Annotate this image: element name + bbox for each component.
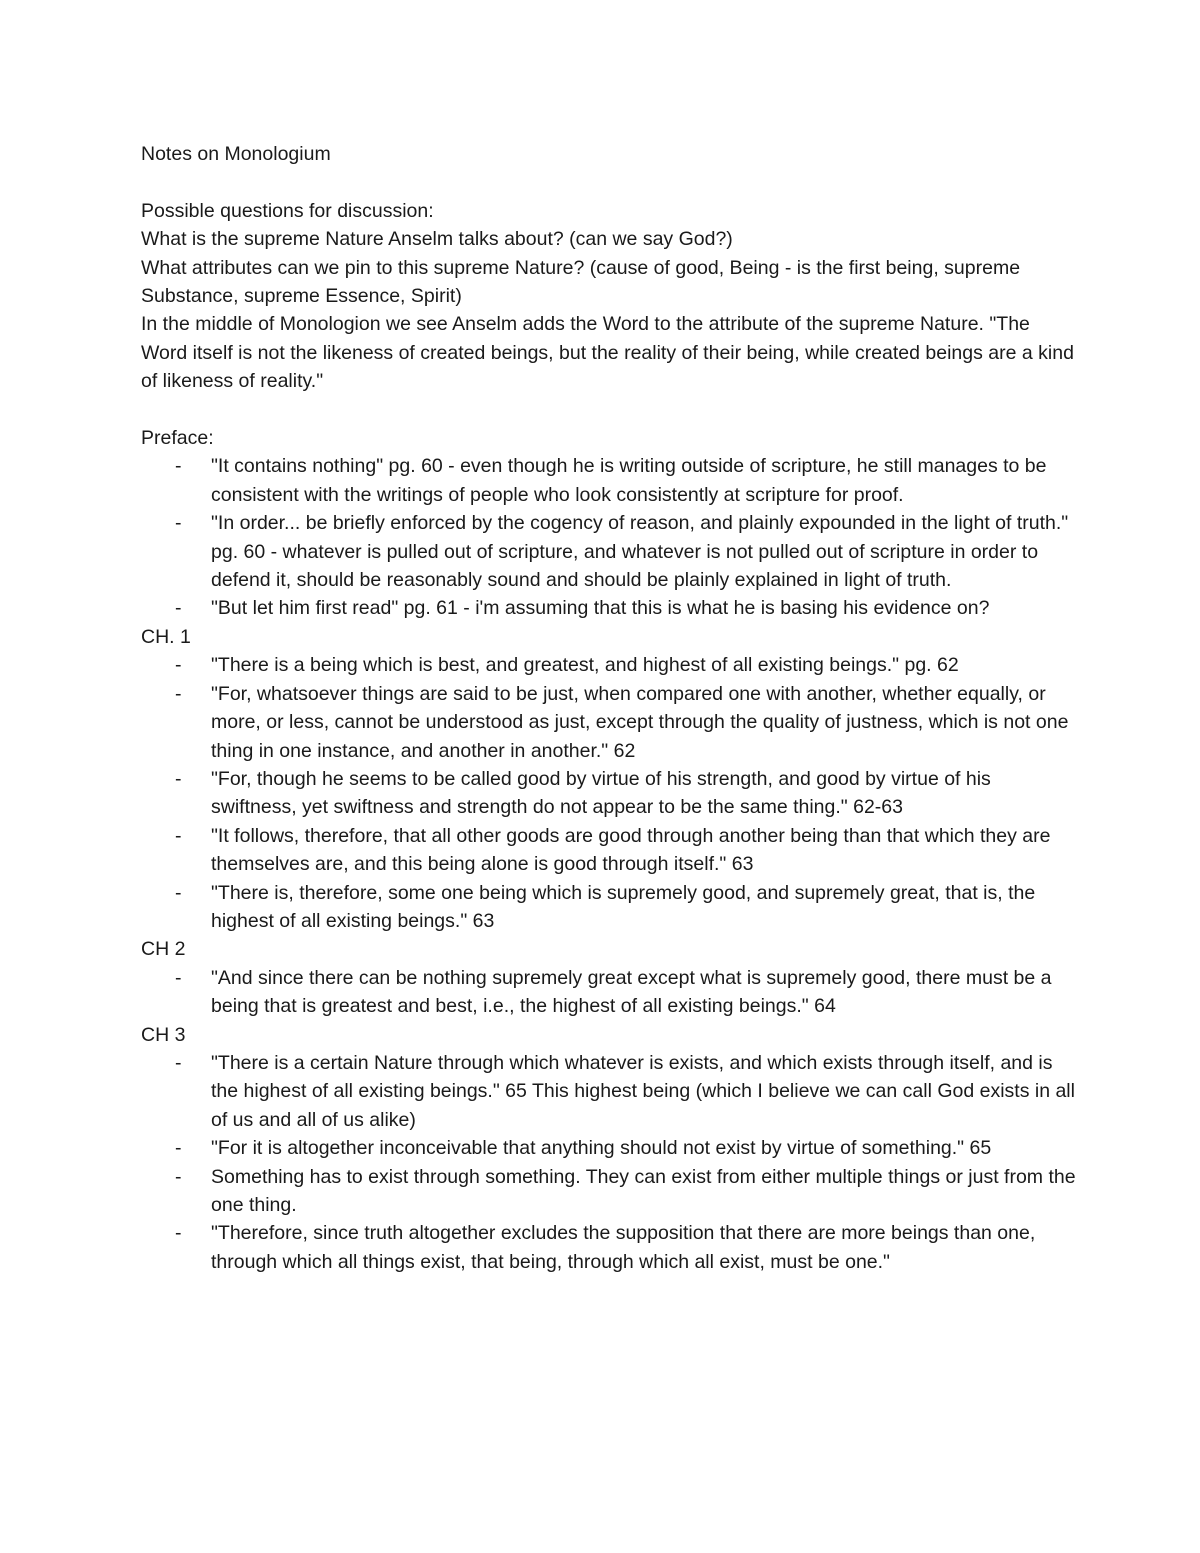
bullet-item [141,1163,1081,1220]
bullet-text: "There is a certain Nature through which whatever is exists, and which exists through itself, and is the highest of all existing beings." 65 This highest being (which I believe we can call God exists in all of us and all of us alike) [211,1051,1075,1131]
bullet-item [141,964,1081,1021]
bullet-text: "In order... be briefly enforced by the cogency of reason, and plainly expounded in the light of truth." pg. 60 - whatever is pulled out of scripture, and whatever is not pulled out of scripture in order to defend it, should be reasonably sound and should be plainly explained in light of truth. [211,512,1069,592]
bullet-list-preface [141,452,1081,622]
bullet-marker: - [175,1137,182,1160]
bullet-text: "For, whatsoever things are said to be just, when compared one with another, whether equally, or more, or less, cannot be understood as just, except through the quality of justness, which is not one thing in one instance, and another in another." 62 [211,682,1069,762]
bullet-text: "There is a being which is best, and greatest, and highest of all existing beings." pg. 62 [211,654,959,677]
bullet-text: Something has to exist through something. They can exist from either multiple things or just from the one thing. [211,1165,1076,1216]
bullet-marker: - [175,767,182,790]
bullet-item [141,879,1081,936]
bullet-text: "Therefore, since truth altogether excludes the supposition that there are more beings than one, through which all things exist, that being, through which all exist, must be one." [211,1222,1036,1273]
discussion-question: What is the supreme Nature Anselm talks about? (can we say God?) [141,228,733,251]
bullet-item [141,680,1081,765]
discussion-question: In the middle of Monologion we see Anselm adds the Word to the attribute of the supreme Nature. "The Word itself is not the likeness of created beings, but the reality of their being, while created beings are a kind of likeness of reality." [141,313,1080,393]
blank-line [141,168,1081,196]
discussion-heading: Possible questions for discussion: [141,199,434,222]
bullet-text: "But let him first read" pg. 61 - i'm assuming that this is what he is basing his evidence on? [211,597,990,620]
section-heading-ch2: CH 2 [141,938,186,961]
bullet-text: "For it is altogether inconceivable that anything should not exist by virtue of something." 65 [211,1137,992,1160]
blank-line [141,396,1081,424]
bullet-marker: - [175,1051,182,1074]
bullet-text: "There is, therefore, some one being which is supremely good, and supremely great, that is, the highest of all existing beings." 63 [211,881,1036,932]
bullet-marker: - [175,682,182,705]
bullet-list-ch1 [141,651,1081,935]
bullet-item [141,1134,1081,1162]
section-heading-ch1: CH. 1 [141,625,191,648]
bullet-item [141,509,1081,594]
bullet-text: "And since there can be nothing supremely great except what is supremely good, there must be a being that is greatest and best, i.e., the highest of all existing beings." 64 [211,966,1052,1018]
bullet-list-ch2 [141,964,1081,1021]
bullet-item [141,594,1081,622]
bullet-marker: - [175,1165,182,1188]
discussion-question: What attributes can we pin to this supreme Nature? (cause of good, Being - is the first being, supreme Substance, supreme Essence, Spirit) [141,256,1026,308]
bullet-marker: - [175,597,182,620]
bullet-marker: - [175,455,182,478]
bullet-marker: - [175,824,182,847]
bullet-marker: - [175,1222,182,1245]
section-heading-ch3: CH 3 [141,1023,186,1046]
bullet-item [141,765,1081,822]
bullet-item [141,452,1081,509]
bullet-marker: - [175,512,182,535]
bullet-text: "It follows, therefore, that all other goods are good through another being than that which they are themselves are, and this being alone is good through itself." 63 [211,824,1051,876]
bullet-text: "It contains nothing" pg. 60 - even though he is writing outside of scripture, he still manages to be consistent with the writings of people who look consistently at scripture for proof. [211,455,1047,506]
bullet-marker: - [175,654,182,677]
bullet-text: "For, though he seems to be called good by virtue of his strength, and good by virtue of his swiftness, yet swiftness and strength do not appear to be the same thing." 62-63 [211,767,991,819]
section-heading-preface: Preface: [141,427,214,450]
bullet-item [141,651,1081,679]
bullet-list-ch3 [141,1049,1081,1276]
bullet-marker: - [175,966,182,989]
bullet-item [141,1219,1081,1276]
bullet-item [141,822,1081,879]
bullet-marker: - [175,881,182,904]
document-page [141,140,1081,1276]
bullet-item [141,1049,1081,1134]
document-title: Notes on Monologium [141,143,331,165]
